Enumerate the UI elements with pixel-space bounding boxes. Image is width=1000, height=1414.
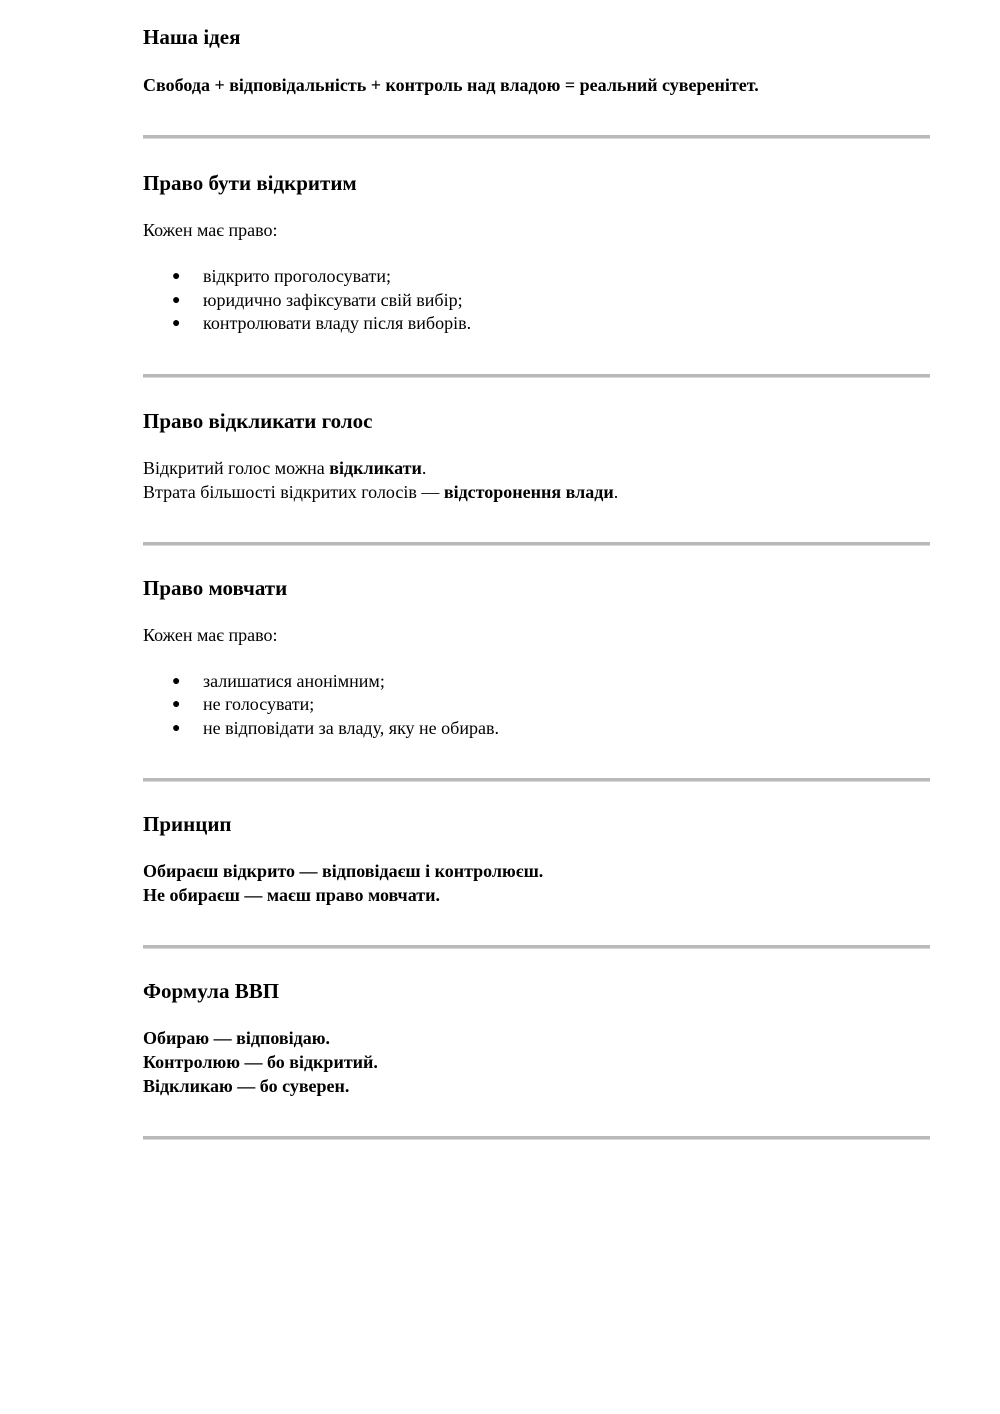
section-title-formula: Формула ВВП (143, 979, 280, 1003)
list-item-text: залишатися анонімним; (203, 670, 385, 691)
section-title-open: Право бути відкритим (143, 171, 357, 195)
idea-statement: Свобода + відповідальність + контроль над владою = реальний суверенітет. (143, 75, 759, 95)
section-title-recall: Право відкликати голос (143, 408, 373, 433)
list-item-text: не голосувати; (203, 694, 315, 714)
open-rights-list (143, 265, 930, 336)
divider (143, 374, 930, 378)
section-idea (143, 0, 930, 97)
recall-line-2-emphasis: відсторонення влади (443, 481, 614, 502)
section-principle (143, 812, 930, 907)
list-item (143, 670, 930, 694)
recall-line-2 (143, 480, 930, 504)
bullet-icon: ● (172, 292, 181, 308)
list-item (143, 312, 930, 336)
recall-line-1-end: . (421, 457, 427, 478)
formula-line-1: Обираю — відповідаю. (143, 1028, 330, 1048)
recall-line-1 (143, 456, 930, 480)
recall-line-1-emphasis: відкликати (329, 457, 422, 478)
document-page (143, 0, 930, 1140)
list-item (143, 717, 930, 741)
silent-rights-list (143, 670, 930, 741)
bullet-icon: ● (172, 697, 181, 712)
divider (143, 135, 930, 139)
bullet-icon: ● (172, 720, 181, 736)
list-item (143, 289, 930, 313)
recall-line-2-text: Втрата більшості відкритих голосів — (143, 481, 444, 502)
section-formula (143, 979, 930, 1098)
section-open (143, 171, 930, 336)
list-item-text: відкрито проголосувати; (203, 266, 391, 286)
list-item (143, 693, 930, 717)
section-title-idea: Наша ідея (143, 25, 241, 49)
list-item-text: не відповідати за владу, яку не обирав. (203, 717, 499, 738)
list-item-text: контролювати владу після виборів. (203, 313, 472, 333)
formula-line-2: Контролюю — бо відкритий. (143, 1052, 378, 1072)
bullet-icon: ● (172, 269, 181, 284)
silent-intro: Кожен має право: (143, 624, 278, 645)
open-intro: Кожен має право: (143, 220, 278, 240)
section-title-principle: Принцип (143, 812, 232, 836)
section-silent (143, 576, 930, 741)
section-recall (143, 409, 930, 504)
bullet-icon: ● (172, 673, 181, 689)
formula-line-3: Відкликаю — бо суверен. (143, 1076, 350, 1096)
recall-line-2-end: . (613, 481, 619, 502)
divider (143, 945, 930, 949)
list-item-text: юридично зафіксувати свій вибір; (203, 289, 463, 310)
divider (143, 1136, 930, 1140)
recall-line-1-text: Відкритий голос можна (143, 457, 330, 478)
section-title-silent: Право мовчати (143, 575, 288, 600)
divider (143, 542, 930, 546)
principle-line-1: Обираєш відкрито — відповідаєш і контролюєш. (143, 861, 544, 881)
divider (143, 778, 930, 782)
principle-line-2: Не обираєш — маєш право мовчати. (143, 885, 440, 905)
bullet-icon: ● (172, 316, 181, 331)
list-item (143, 265, 930, 289)
